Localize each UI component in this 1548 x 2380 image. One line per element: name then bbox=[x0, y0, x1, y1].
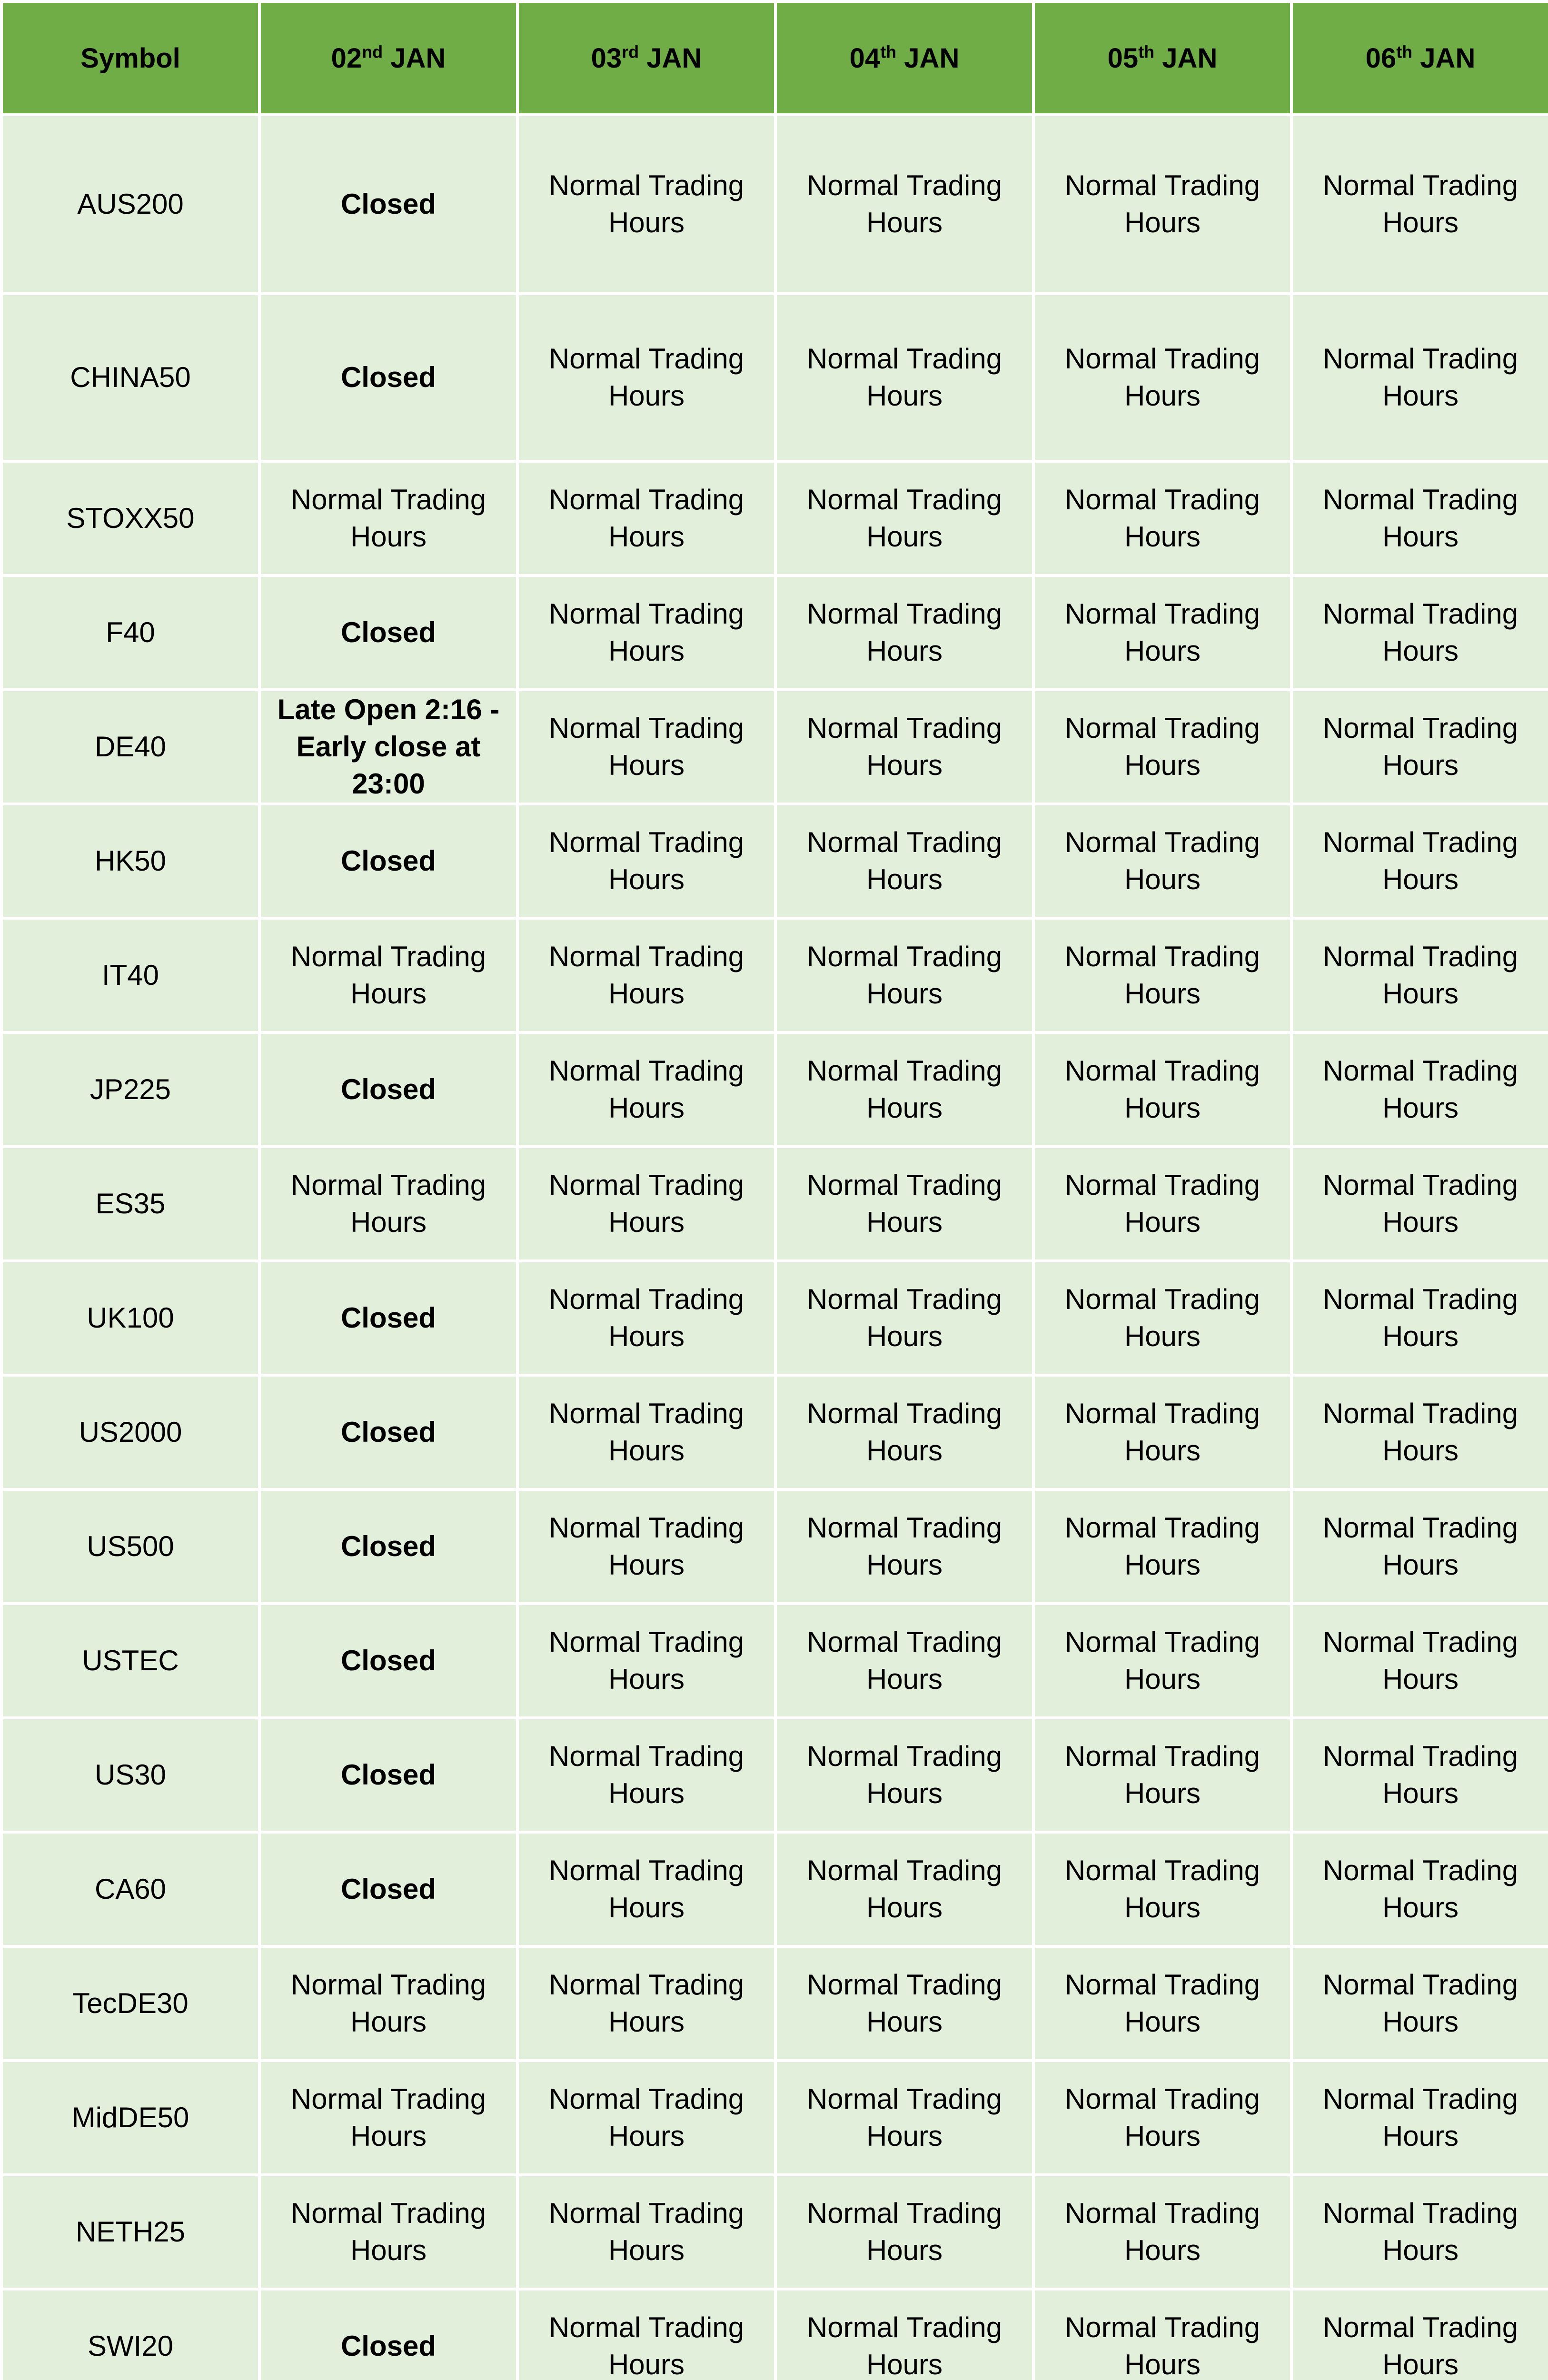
schedule-cell: Closed bbox=[259, 115, 517, 294]
schedule-cell: Closed bbox=[259, 1489, 517, 1604]
schedule-cell: Normal Trading Hours bbox=[517, 2175, 775, 2289]
schedule-cell: Closed bbox=[259, 1718, 517, 1832]
schedule-cell: Closed bbox=[259, 1832, 517, 1946]
symbol-cell: CA60 bbox=[1, 1832, 259, 1946]
schedule-cell: Normal Trading Hours bbox=[1291, 690, 1548, 804]
schedule-cell: Normal Trading Hours bbox=[1291, 804, 1548, 918]
schedule-cell: Normal Trading Hours bbox=[775, 294, 1033, 461]
schedule-cell: Closed bbox=[259, 1375, 517, 1489]
schedule-cell: Normal Trading Hours bbox=[1291, 1718, 1548, 1832]
table-row bbox=[1, 1261, 1548, 1375]
schedule-cell: Normal Trading Hours bbox=[1291, 1489, 1548, 1604]
schedule-cell: Normal Trading Hours bbox=[775, 918, 1033, 1032]
schedule-cell: Normal Trading Hours bbox=[775, 1604, 1033, 1718]
schedule-cell: Normal Trading Hours bbox=[1291, 918, 1548, 1032]
schedule-cell: Normal Trading Hours bbox=[1033, 1832, 1291, 1946]
table-row bbox=[1, 1375, 1548, 1489]
schedule-cell: Normal Trading Hours bbox=[1291, 2061, 1548, 2175]
table-row bbox=[1, 690, 1548, 804]
schedule-cell: Normal Trading Hours bbox=[775, 461, 1033, 575]
schedule-cell: Closed bbox=[259, 2289, 517, 2380]
table-row bbox=[1, 1489, 1548, 1604]
schedule-cell: Normal Trading Hours bbox=[1291, 294, 1548, 461]
schedule-cell: Normal Trading Hours bbox=[259, 2061, 517, 2175]
table-row bbox=[1, 2289, 1548, 2380]
schedule-cell: Late Open 2:16 - Early close at 23:00 bbox=[259, 690, 517, 804]
table-row bbox=[1, 1147, 1548, 1261]
schedule-cell: Normal Trading Hours bbox=[775, 1261, 1033, 1375]
table-row bbox=[1, 804, 1548, 918]
schedule-cell: Normal Trading Hours bbox=[1291, 1147, 1548, 1261]
table-row bbox=[1, 294, 1548, 461]
schedule-cell: Closed bbox=[259, 575, 517, 690]
schedule-cell: Normal Trading Hours bbox=[517, 1718, 775, 1832]
schedule-cell: Normal Trading Hours bbox=[517, 1375, 775, 1489]
symbol-cell: MidDE50 bbox=[1, 2061, 259, 2175]
table-row bbox=[1, 115, 1548, 294]
schedule-cell: Normal Trading Hours bbox=[517, 690, 775, 804]
symbol-cell: JP225 bbox=[1, 1032, 259, 1147]
symbol-cell: DE40 bbox=[1, 690, 259, 804]
schedule-cell: Normal Trading Hours bbox=[775, 2175, 1033, 2289]
table-row bbox=[1, 2061, 1548, 2175]
schedule-cell: Normal Trading Hours bbox=[1033, 1147, 1291, 1261]
schedule-cell: Normal Trading Hours bbox=[517, 804, 775, 918]
schedule-cell: Normal Trading Hours bbox=[1291, 461, 1548, 575]
schedule-cell: Normal Trading Hours bbox=[1291, 1604, 1548, 1718]
symbol-cell: NETH25 bbox=[1, 2175, 259, 2289]
schedule-cell: Normal Trading Hours bbox=[1033, 1718, 1291, 1832]
schedule-cell: Normal Trading Hours bbox=[1291, 1261, 1548, 1375]
header-day: 03rd JAN bbox=[517, 1, 775, 115]
symbol-cell: US30 bbox=[1, 1718, 259, 1832]
header-day: 02nd JAN bbox=[259, 1, 517, 115]
table-row bbox=[1, 1032, 1548, 1147]
schedule-cell: Normal Trading Hours bbox=[517, 2061, 775, 2175]
schedule-cell: Normal Trading Hours bbox=[1033, 1489, 1291, 1604]
schedule-cell: Normal Trading Hours bbox=[1033, 575, 1291, 690]
schedule-cell: Normal Trading Hours bbox=[1291, 575, 1548, 690]
schedule-cell: Normal Trading Hours bbox=[259, 2175, 517, 2289]
schedule-cell: Normal Trading Hours bbox=[517, 918, 775, 1032]
symbol-cell: AUS200 bbox=[1, 115, 259, 294]
schedule-cell: Normal Trading Hours bbox=[1291, 1832, 1548, 1946]
schedule-cell: Normal Trading Hours bbox=[517, 294, 775, 461]
schedule-cell: Closed bbox=[259, 294, 517, 461]
schedule-cell: Normal Trading Hours bbox=[775, 1147, 1033, 1261]
table-row bbox=[1, 1604, 1548, 1718]
table-row bbox=[1, 1832, 1548, 1946]
symbol-cell: ES35 bbox=[1, 1147, 259, 1261]
schedule-cell: Normal Trading Hours bbox=[517, 1261, 775, 1375]
schedule-cell: Normal Trading Hours bbox=[517, 1604, 775, 1718]
schedule-cell: Normal Trading Hours bbox=[259, 461, 517, 575]
schedule-cell: Normal Trading Hours bbox=[775, 1032, 1033, 1147]
schedule-cell: Normal Trading Hours bbox=[1033, 690, 1291, 804]
header-day: 05th JAN bbox=[1033, 1, 1291, 115]
schedule-cell: Closed bbox=[259, 1261, 517, 1375]
schedule-cell: Normal Trading Hours bbox=[1291, 1032, 1548, 1147]
symbol-cell: US500 bbox=[1, 1489, 259, 1604]
schedule-cell: Normal Trading Hours bbox=[775, 1489, 1033, 1604]
schedule-cell: Normal Trading Hours bbox=[775, 1718, 1033, 1832]
table-row bbox=[1, 461, 1548, 575]
table-row bbox=[1, 575, 1548, 690]
schedule-cell: Normal Trading Hours bbox=[259, 918, 517, 1032]
schedule-cell: Normal Trading Hours bbox=[1033, 1946, 1291, 2061]
schedule-cell: Normal Trading Hours bbox=[775, 115, 1033, 294]
table-row bbox=[1, 2175, 1548, 2289]
schedule-cell: Normal Trading Hours bbox=[259, 1147, 517, 1261]
schedule-cell: Normal Trading Hours bbox=[1033, 115, 1291, 294]
schedule-cell: Closed bbox=[259, 1032, 517, 1147]
schedule-cell: Normal Trading Hours bbox=[517, 575, 775, 690]
table-body bbox=[1, 115, 1548, 2380]
schedule-cell: Normal Trading Hours bbox=[1291, 1375, 1548, 1489]
table-row bbox=[1, 1718, 1548, 1832]
symbol-cell: STOXX50 bbox=[1, 461, 259, 575]
symbol-cell: UK100 bbox=[1, 1261, 259, 1375]
symbol-cell: US2000 bbox=[1, 1375, 259, 1489]
schedule-cell: Normal Trading Hours bbox=[1033, 2289, 1291, 2380]
schedule-cell: Normal Trading Hours bbox=[1033, 918, 1291, 1032]
schedule-cell: Normal Trading Hours bbox=[775, 575, 1033, 690]
symbol-cell: IT40 bbox=[1, 918, 259, 1032]
symbol-cell: SWI20 bbox=[1, 2289, 259, 2380]
schedule-cell: Normal Trading Hours bbox=[259, 1946, 517, 2061]
schedule-cell: Normal Trading Hours bbox=[1033, 2175, 1291, 2289]
schedule-cell: Normal Trading Hours bbox=[775, 690, 1033, 804]
schedule-cell: Normal Trading Hours bbox=[1033, 1604, 1291, 1718]
schedule-cell: Normal Trading Hours bbox=[1033, 1375, 1291, 1489]
schedule-cell: Normal Trading Hours bbox=[1033, 2061, 1291, 2175]
table-row bbox=[1, 918, 1548, 1032]
symbol-cell: USTEC bbox=[1, 1604, 259, 1718]
symbol-cell: HK50 bbox=[1, 804, 259, 918]
schedule-cell: Normal Trading Hours bbox=[517, 2289, 775, 2380]
symbol-cell: TecDE30 bbox=[1, 1946, 259, 2061]
schedule-cell: Normal Trading Hours bbox=[1033, 804, 1291, 918]
symbol-cell: CHINA50 bbox=[1, 294, 259, 461]
schedule-cell: Normal Trading Hours bbox=[517, 1147, 775, 1261]
table-row bbox=[1, 1946, 1548, 2061]
schedule-cell: Normal Trading Hours bbox=[775, 1832, 1033, 1946]
schedule-cell: Normal Trading Hours bbox=[1033, 1032, 1291, 1147]
header-day: 06th JAN bbox=[1291, 1, 1548, 115]
schedule-cell: Normal Trading Hours bbox=[1033, 461, 1291, 575]
schedule-cell: Closed bbox=[259, 1604, 517, 1718]
schedule-cell: Normal Trading Hours bbox=[775, 1946, 1033, 2061]
schedule-cell: Normal Trading Hours bbox=[517, 461, 775, 575]
schedule-cell: Normal Trading Hours bbox=[1291, 2175, 1548, 2289]
schedule-cell: Normal Trading Hours bbox=[517, 1946, 775, 2061]
schedule-cell: Normal Trading Hours bbox=[1291, 115, 1548, 294]
header-symbol: Symbol bbox=[1, 1, 259, 115]
schedule-cell: Normal Trading Hours bbox=[1033, 294, 1291, 461]
schedule-cell: Normal Trading Hours bbox=[775, 1375, 1033, 1489]
schedule-cell: Normal Trading Hours bbox=[1291, 1946, 1548, 2061]
header-day: 04th JAN bbox=[775, 1, 1033, 115]
symbol-cell: F40 bbox=[1, 575, 259, 690]
schedule-cell: Normal Trading Hours bbox=[775, 2061, 1033, 2175]
schedule-cell: Normal Trading Hours bbox=[775, 2289, 1033, 2380]
schedule-cell: Closed bbox=[259, 804, 517, 918]
schedule-cell: Normal Trading Hours bbox=[517, 1489, 775, 1604]
header-row bbox=[1, 1, 1548, 115]
schedule-cell: Normal Trading Hours bbox=[517, 1032, 775, 1147]
schedule-cell: Normal Trading Hours bbox=[517, 115, 775, 294]
schedule-cell: Normal Trading Hours bbox=[1033, 1261, 1291, 1375]
schedule-cell: Normal Trading Hours bbox=[517, 1832, 775, 1946]
schedule-cell: Normal Trading Hours bbox=[775, 804, 1033, 918]
schedule-cell: Normal Trading Hours bbox=[1291, 2289, 1548, 2380]
